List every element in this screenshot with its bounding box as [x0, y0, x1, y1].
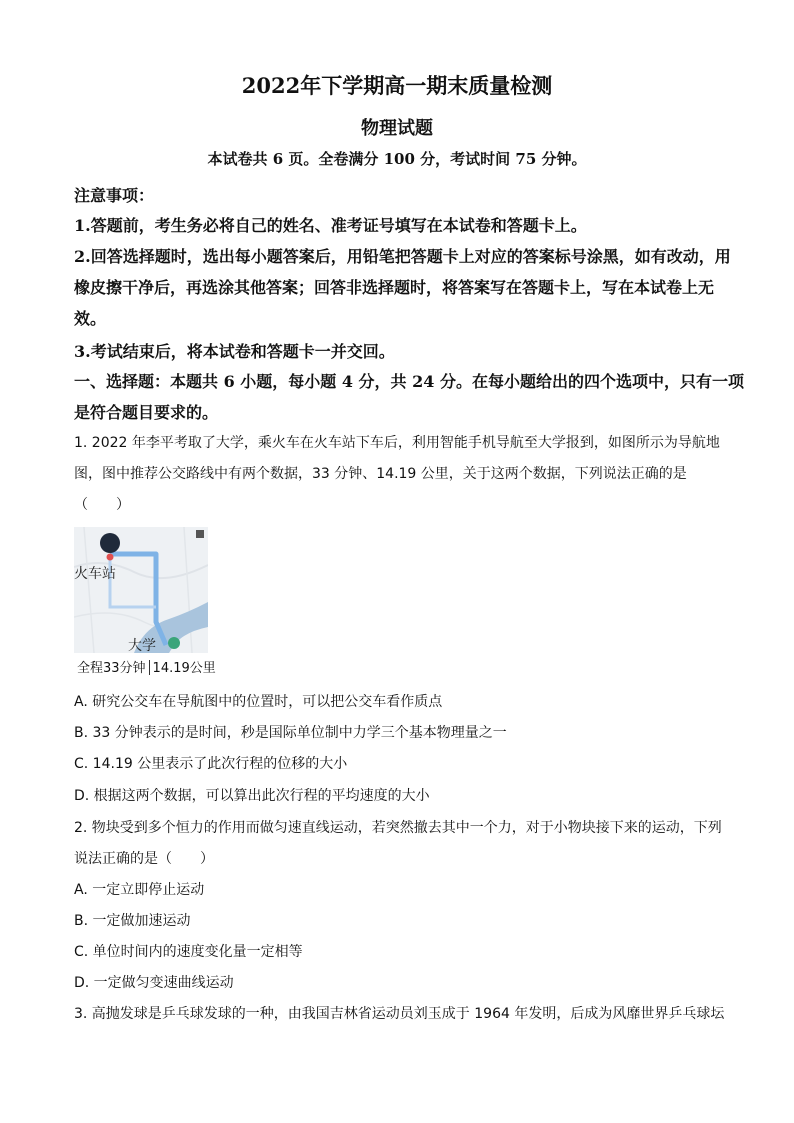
q2-option-a: A. 一定立即停止运动 [74, 882, 205, 898]
start-marker [100, 533, 120, 553]
destination-marker [168, 637, 180, 649]
exam-subject: 物理试题 [361, 118, 433, 139]
notice-item-2-line-2: 橡皮擦干净后，再选涂其他答案；回答非选择题时，将答案写在答题卡上，写在本试卷上无 [74, 278, 715, 297]
q2-stem-line-1: 2. 物块受到多个恒力的作用而做匀速直线运动，若突然撤去其中一个力，对于小物块接下来的运动，下列 [74, 820, 722, 836]
notice-item-3: 3.考试结束后，将本试卷和答题卡一并交回。 [74, 342, 395, 361]
exam-title: 2022年下学期高一期末质量检测 [241, 73, 553, 98]
q1-option-d: D. 根据这两个数据，可以算出此次行程的平均速度的大小 [74, 788, 430, 804]
q2-option-b: B. 一定做加速运动 [74, 913, 191, 929]
notice-item-1: 1.答题前，考生务必将自己的姓名、准考证号填写在本试卷和答题卡上。 [74, 216, 587, 235]
q1-stem-line-2: 图，图中推荐公交路线中有两个数据，33 分钟、14.19 公里，关于这两个数据，下列说法正确的是 [74, 466, 687, 482]
q2-option-d: D. 一定做匀变速曲线运动 [74, 975, 234, 991]
map-caption [77, 657, 216, 676]
section-heading-line-2: 是符合题目要求的。 [74, 403, 219, 422]
q1-option-c: C. 14.19 公里表示了此次行程的位移的大小 [74, 756, 348, 772]
map-label-station: 火车站 [74, 566, 116, 582]
q1-stem-line-3: （ ） [74, 497, 130, 513]
notice-heading: 注意事项： [74, 186, 155, 205]
section-heading-line-1: 一、选择题：本题共 6 小题，每小题 4 分，共 24 分。在每小题给出的四个选项中，只有一项 [74, 372, 744, 391]
q2-stem-line-2: 说法正确的是（ ） [74, 851, 214, 867]
q1-option-a: A. 研究公交车在导航图中的位置时，可以把公交车看作质点 [74, 694, 443, 710]
notice-item-2-line-3: 效。 [74, 309, 107, 328]
q1-stem-line-1: 1. 2022 年李平考取了大学，乘火车在火车站下车后，利用智能手机导航至大学报到，如图所示为导航地 [74, 435, 720, 451]
q1-option-b: B. 33 分钟表示的是时间，秒是国际单位制中力学三个基本物理量之一 [74, 725, 507, 741]
caption-time: 全程33分钟 [77, 661, 146, 676]
exam-info: 本试卷共 6 页。全卷满分 100 分，考试时间 75 分钟。 [207, 150, 587, 168]
caption-divider [149, 660, 150, 675]
notice-item-2-line-1: 2.回答选择题时，选出每小题答案后，用铅笔把答题卡上对应的答案标号涂黑，如有改动，用 [74, 247, 731, 266]
navigation-map [74, 527, 208, 653]
caption-distance: 14.19公里 [152, 661, 216, 676]
map-label-university: 大学 [128, 638, 156, 653]
q2-option-c: C. 单位时间内的速度变化量一定相等 [74, 944, 303, 960]
q3-stem-line-1: 3. 高抛发球是乒乓球发球的一种，由我国吉林省运动员刘玉成于 1964 年发明，后成为风靡世界乒乓球坛 [74, 1006, 725, 1022]
